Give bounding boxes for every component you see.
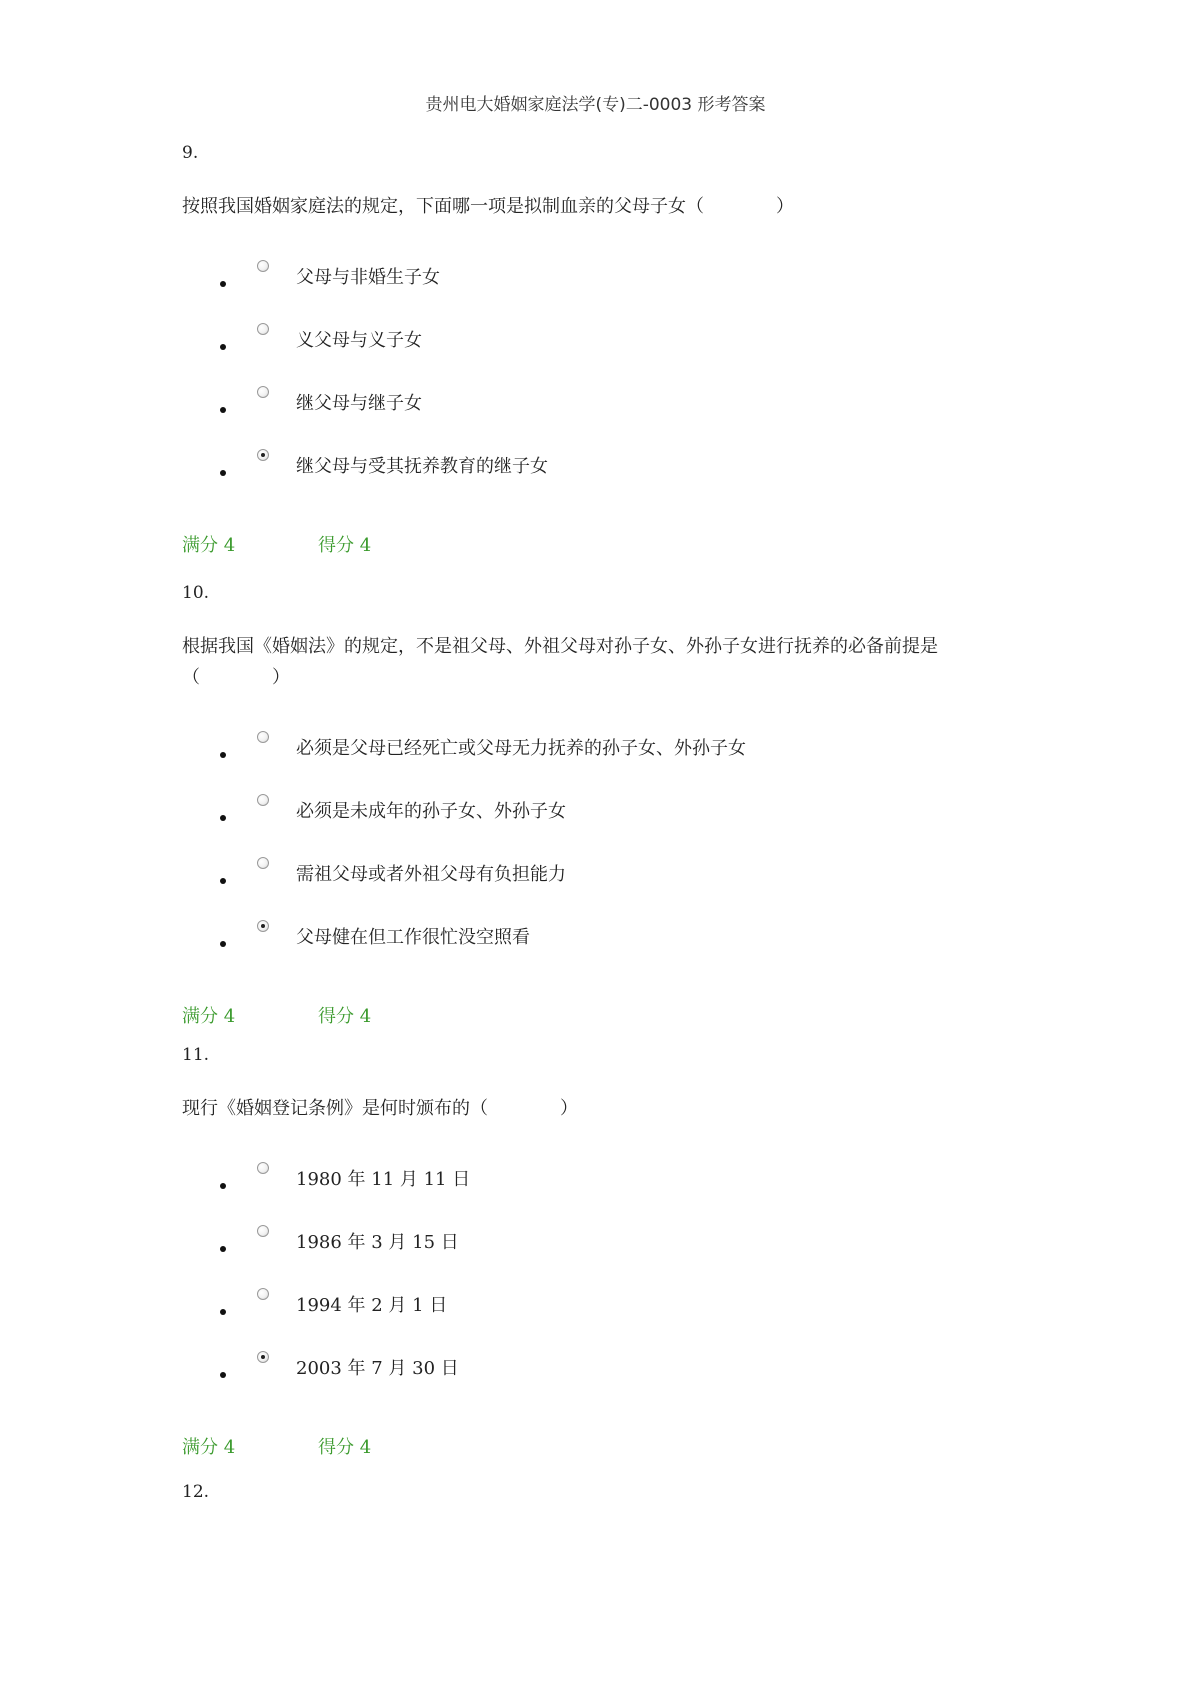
bullet-icon <box>220 815 226 821</box>
bullet-icon <box>220 344 226 350</box>
option-b[interactable] <box>182 323 1012 386</box>
option-c[interactable] <box>182 386 1012 449</box>
option-label: 父母健在但工作很忙没空照看 <box>296 927 530 948</box>
question-number: 10. <box>182 583 210 603</box>
radio-button[interactable] <box>257 1351 269 1363</box>
option-list <box>182 1162 1012 1414</box>
option-d[interactable] <box>182 920 1012 983</box>
question-number-next: 12. <box>182 1482 210 1502</box>
radio-button[interactable] <box>257 260 269 272</box>
option-b[interactable] <box>182 794 1012 857</box>
bullet-icon <box>220 1246 226 1252</box>
option-list <box>182 731 1012 983</box>
option-a[interactable] <box>182 731 1012 794</box>
option-label: 义父母与义子女 <box>296 330 422 351</box>
option-d[interactable] <box>182 449 1012 512</box>
bullet-icon <box>220 407 226 413</box>
question-11 <box>182 1045 1012 1457</box>
full-score: 满分 4 <box>182 535 236 556</box>
radio-button[interactable] <box>257 920 269 932</box>
bullet-icon <box>220 878 226 884</box>
question-number: 9. <box>182 143 199 163</box>
bullet-icon <box>220 1309 226 1315</box>
question-number: 11. <box>182 1045 210 1065</box>
question-text: 现行《婚姻登记条例》是何时颁布的（ ） <box>182 1098 578 1119</box>
option-label: 父母与非婚生子女 <box>296 267 440 288</box>
question-text: 根据我国《婚姻法》的规定，不是祖父母、外祖父母对孙子女、外孙子女进行抚养的必备前提是（ ） <box>182 636 938 688</box>
score-line <box>182 531 1012 555</box>
earned-score: 得分 4 <box>318 535 372 556</box>
document-title: 贵州电大婚姻家庭法学(专)二-0003 形考答案 <box>425 95 766 115</box>
option-label: 1986 年 3 月 15 日 <box>296 1232 459 1253</box>
option-label: 2003 年 7 月 30 日 <box>296 1358 459 1379</box>
option-label: 继父母与受其抚养教育的继子女 <box>296 456 548 477</box>
radio-button[interactable] <box>257 1162 269 1174</box>
radio-button[interactable] <box>257 323 269 335</box>
question-text: 按照我国婚姻家庭法的规定，下面哪一项是拟制血亲的父母子女（ ） <box>182 196 794 217</box>
radio-button[interactable] <box>257 1225 269 1237</box>
bullet-icon <box>220 470 226 476</box>
option-d[interactable] <box>182 1351 1012 1414</box>
radio-button[interactable] <box>257 794 269 806</box>
option-list <box>182 260 1012 512</box>
earned-score: 得分 4 <box>318 1437 372 1458</box>
full-score: 满分 4 <box>182 1006 236 1027</box>
option-c[interactable] <box>182 1288 1012 1351</box>
question-9 <box>182 143 1012 555</box>
full-score: 满分 4 <box>182 1437 236 1458</box>
option-label: 1980 年 11 月 11 日 <box>296 1169 471 1190</box>
bullet-icon <box>220 752 226 758</box>
option-a[interactable] <box>182 1162 1012 1225</box>
question-10 <box>182 583 1012 1026</box>
option-label: 必须是父母已经死亡或父母无力抚养的孙子女、外孙子女 <box>296 738 746 759</box>
radio-button[interactable] <box>257 857 269 869</box>
option-a[interactable] <box>182 260 1012 323</box>
score-line <box>182 1002 1012 1026</box>
option-label: 继父母与继子女 <box>296 393 422 414</box>
bullet-icon <box>220 281 226 287</box>
radio-button[interactable] <box>257 1288 269 1300</box>
option-label: 需祖父母或者外祖父母有负担能力 <box>296 864 566 885</box>
radio-button[interactable] <box>257 731 269 743</box>
radio-button[interactable] <box>257 386 269 398</box>
option-label: 1994 年 2 月 1 日 <box>296 1295 448 1316</box>
option-b[interactable] <box>182 1225 1012 1288</box>
earned-score: 得分 4 <box>318 1006 372 1027</box>
bullet-icon <box>220 1183 226 1189</box>
option-c[interactable] <box>182 857 1012 920</box>
option-label: 必须是未成年的孙子女、外孙子女 <box>296 801 566 822</box>
score-line <box>182 1433 1012 1457</box>
bullet-icon <box>220 1372 226 1378</box>
radio-button[interactable] <box>257 449 269 461</box>
bullet-icon <box>220 941 226 947</box>
